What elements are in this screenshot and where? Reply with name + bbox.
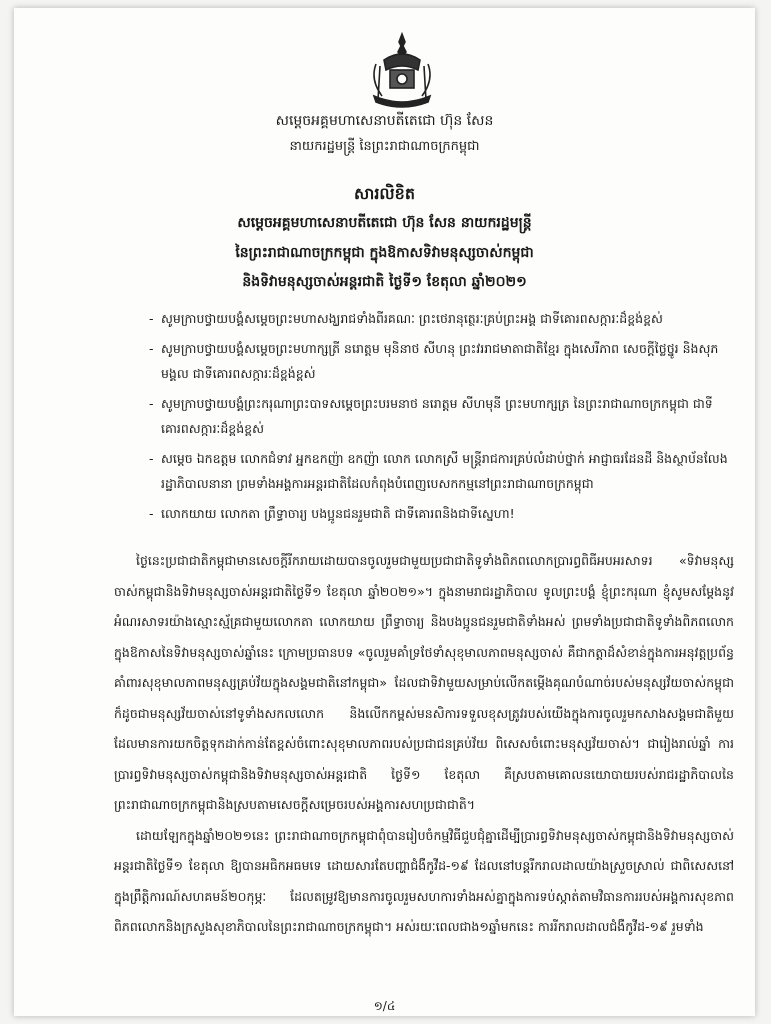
- salutation-item: - សម្តេច ឯកឧត្តម លោកជំទាវ អ្នកឧកញ៉ា ឧកញ៉ា លោក លោកស្រី មន្រ្តីរាជការគ្រប់លំដាប់ថ្នាក់ អាជ្ញាធរដែនដី និងស្ថាប័នលែងរដ្ឋាភិបាលនានា ព្រមទាំងអង្គការអន្តរជាតិដែលកំពុងបំពេញបេសកកម្មនៅព្រះរាជាណាចក្រកម្ពុជា: [149, 451, 728, 491]
- header-position: នាយករដ្ឋមន្រ្តី នៃព្រះរាជាណាចក្រកម្ពុជា: [289, 139, 480, 154]
- letter-body: [114, 546, 734, 943]
- title-line-3: និងទិវាមនុស្សចាស់អន្តរជាតិ ថ្ងៃទី១ ខែតុលា ឆ្នាំ២០២១: [242, 274, 527, 290]
- paragraph: ដោយឡែកក្នុងឆ្នាំ២០២១នេះ ព្រះរាជាណាចក្រកម្ពុជាពុំបានរៀបចំកម្មវិធីជួបជុំគ្នាដើម្បីប្រារព្ធទិវាមនុស្សចាស់កម្ពុជានិងទិវាមនុស្សចាស់អន្តរជាតិថ្ងៃទី១ ខែតុលា ឱ្យបានអធិកអធមទេ ដោយសារតែបញ្ហាជំងឺកូវីដ-១៩ ដែលនៅបន្តរីករាលដាលយ៉ាងស្រួចស្រាល់ ជាពិសេសនៅក្នុងព្រឹត្តិការណ៍សហគមន៍២០កុម្ភៈ ដែលតម្រូវឱ្យមានការចូលរួមសហការទាំងអស់គ្នាក្នុងការទប់ស្កាត់តាមវិធានការរបស់អង្គការសុខភាពពិភពលោកនិងក្រសួងសុខាភិបាលនៃព្រះរាជាណាចក្រកម្ពុជា។ អស់រយៈពេលជាង១ឆ្នាំមកនេះ ការរីករាលដាលជំងឺកូវីដ-១៩ រួមទាំង: [114, 827, 734, 934]
- salutations-list: [149, 306, 734, 531]
- royal-emblem-icon: [362, 30, 442, 110]
- document-heading: សារលិខិត: [354, 184, 415, 203]
- header-name: សម្តេចអគ្គមហាសេនាបតីតេជោ ហ៊ុន សែន: [275, 113, 494, 129]
- paragraph: ថ្ងៃនេះប្រជាជាតិកម្ពុជាមានសេចក្តីរីករាយដោយបានចូលរួមជាមួយប្រជាជាតិទូទាំងពិភពលោកប្រារព្ធពិធីអបអរសាទរ «ទិវាមនុស្សចាស់កម្ពុជានិងទិវាមនុស្សចាស់អន្តរជាតិថ្ងៃទី១ ខែតុលា ឆ្នាំ២០២១»។ ក្នុងនាមរាជរដ្ឋាភិបាល ទូលព្រះបង្គំ ខ្ញុំព្រះករុណា ខ្ញុំសូមសម្តែងនូវអំណរសាទរយ៉ាងស្មោះស្ម័គ្រជាមួយលោកតា លោកយាយ ព្រឹទ្ធាចារ្យ និងបងប្អូនជនរួមជាតិទាំងអស់ ព្រមទាំងប្រជាជាតិទូទាំងពិភពលោកក្នុងឱកាសនៃទិវាមនុស្សចាស់ឆ្នាំនេះ ក្រោមប្រធានបទ «ចូលរួមគាំទ្រថែទាំសុខុមាលភាពមនុស្សចាស់ គឺជាកត្តាដ៏សំខាន់ក្នុងការអនុវត្តប្រព័ន្ធគាំពារសុខុមាលភាពមនុស្សគ្រប់វ័យក្នុងសង្គមជាតិនៅកម្ពុជា» ដែលជាទិវាមួយសម្រាប់លើកតម្កើងគុណបំណាច់របស់មនុស្សវ័យចាស់កម្ពុជា ក៏ដូចជាមនុស្សវ័យចាស់នៅទូទាំងសកលលោក និងលើកកម្ពស់មនសិការទទួលខុសត្រូវរបស់យើងក្នុងការចូលរួមកសាងសង្គមជាតិមួយដែលមានការយកចិត្តទុកដាក់កាន់តែខ្ពស់ចំពោះសុខុមាលភាពរបស់ប្រជាជនគ្រប់វ័យ ពិសេសចំពោះមនុស្សវ័យចាស់។ ជារៀងរាល់ឆ្នាំ ការប្រារព្ធទិវាមនុស្សចាស់កម្ពុជានិងទិវាមនុស្សចាស់អន្តរជាតិ ថ្ងៃទី១ ខែតុលា គឺស្របតាមគោលនយោបាយរបស់រាជរដ្ឋាភិបាលនៃព្រះរាជាណាចក្រកម្ពុជានិងស្របតាមសេចក្តីសម្រេចរបស់អង្គការសហប្រជាជាតិ។: [114, 553, 734, 812]
- salutation-item: - សូមក្រាបថ្វាយបង្គំសម្តេចព្រះមហាសង្ឃរាជទាំងពីរគណៈ ព្រះថេរានុត្ថេរៈគ្រប់ព្រះអង្គ ជាទីគោរពសក្ការៈដ៏ខ្ពង់ខ្ពស់: [149, 311, 663, 326]
- page-number: ១/៤: [373, 999, 396, 1013]
- document-page: [14, 8, 755, 1016]
- salutation-item: - សូមក្រាបថ្វាយបង្គំព្រះករុណាព្រះបាទសម្តេចព្រះបរមនាថ នរោត្តម សីហមុនី ព្រះមហាក្សត្រ នៃព្រះរាជាណាចក្រកម្ពុជា ជាទីគោរពសក្ការៈដ៏ខ្ពង់ខ្ពស់: [149, 396, 713, 436]
- salutation-item: - លោកយាយ លោកតា ព្រឹទ្ធាចារ្យ បងប្អូនជនរួមជាតិ ជាទីគោរពនិងជាទីស្នេហា!: [149, 506, 515, 521]
- title-line-1: សម្តេចអគ្គមហាសេនាបតីតេជោ ហ៊ុន សែន នាយករដ្ឋមន្រ្តី: [237, 215, 532, 231]
- salutation-item: - សូមក្រាបថ្វាយបង្គំសម្តេចព្រះមហាក្សត្រី នរោត្តម មុនិនាថ សីហនុ ព្រះវររាជមាតាជាតិខ្មែរ ក្នុងសេរីភាព សេចក្តីថ្លៃថ្នូរ និងសុភមង្គល ជាទីគោរពសក្ការៈដ៏ខ្ពង់ខ្ពស់: [149, 341, 719, 381]
- title-line-2: នៃព្រះរាជាណាចក្រកម្ពុជា ក្នុងឱកាសទិវាមនុស្សចាស់កម្ពុជា: [235, 245, 534, 261]
